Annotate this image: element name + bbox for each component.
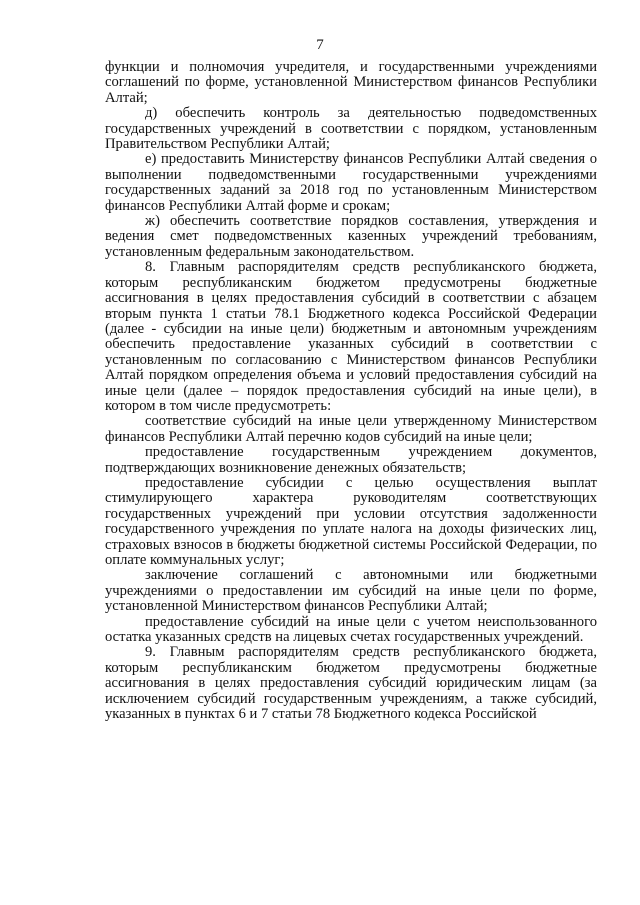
paragraph-agreements: заключение соглашений с автономными или бюджетными учреждениями о предоставлении им субсидий на иные цели по форме, установленной Министерством финансов Республики Алтай; <box>105 567 597 615</box>
paragraph-item-zh: ж) обеспечить соответствие порядков составления, утверждения и ведения смет подведомственных казенных учреждений требованиям, установленным федеральным законодательством. <box>105 213 597 260</box>
paragraph-unused-balance: предоставление субсидий на иные цели с учетом неиспользованного остатка указанных средств на лицевых счетах государственных учреждений. <box>105 613 597 646</box>
page-number: 7 <box>316 37 324 53</box>
paragraph-item-e: е) предоставить Министерству финансов Республики Алтай сведения о выполнении подведомственными государственными учреждениями государственных заданий за 2018 год по установленным Министерством финансов Республики Алтай форме и срокам; <box>105 151 597 214</box>
paragraph-section-9: 9. Главным распорядителям средств республиканского бюджета, которым республиканским бюджетом предусмотрены бюджетные ассигнования в целях предоставления субсидий юридическим лицам (за исключением субсидий государственным учреждениям, а также субсидий, указанных в пунктах 6 и 7 статьи 78 Бюджетного кодекса Российской <box>105 644 597 723</box>
paragraph-documents: предоставление государственным учреждением документов, подтверждающих возникновение денежных обязательств; <box>105 444 597 476</box>
paragraph-item-d: д) обеспечить контроль за деятельностью подведомственных государственных учреждений в соответствии с порядком, установленным Правительством Республики Алтай; <box>105 105 597 153</box>
paragraph-continued: функции и полномочия учредителя, и государственными учреждениями соглашений по форме, установленной Министерством финансов Республики Алтай; <box>105 59 597 106</box>
paragraph-incentive-payments: предоставление субсидии с целью осуществления выплат стимулирующего характера руководителям соответствующих государственных учреждений при условии отсутствия задолженности государственного учреждения по уплате налога на доходы физических лиц, страховых взносов в бюджеты бюджетной системы Российской Федерации, по оплате коммунальных услуг; <box>105 474 597 568</box>
paragraph-subsidy-codes: соответствие субсидий на иные цели утвержденному Министерством финансов Республики Алтай перечню кодов субсидий на иные цели; <box>105 413 597 445</box>
paragraph-section-8: 8. Главным распорядителям средств республиканского бюджета, которым республиканским бюджетом предусмотрены бюджетные ассигнования в целях предоставления субсидий в соответствии с абзацем вторым пункта 1 статьи 78.1 Бюджетного кодекса Российской Федерации (далее - субсидии на иные цели) бюджетным и автономным учреждениям обеспечить предоставление указанных субсидий в соответствии с установленным по согласованию с Министерством финансов Республики Алтай порядком определения объема и условий предоставления субсидий на иные цели (далее – порядок предоставления субсидий на иные цели), в котором в том числе предусмотреть: <box>105 259 597 414</box>
document-body <box>105 60 597 722</box>
